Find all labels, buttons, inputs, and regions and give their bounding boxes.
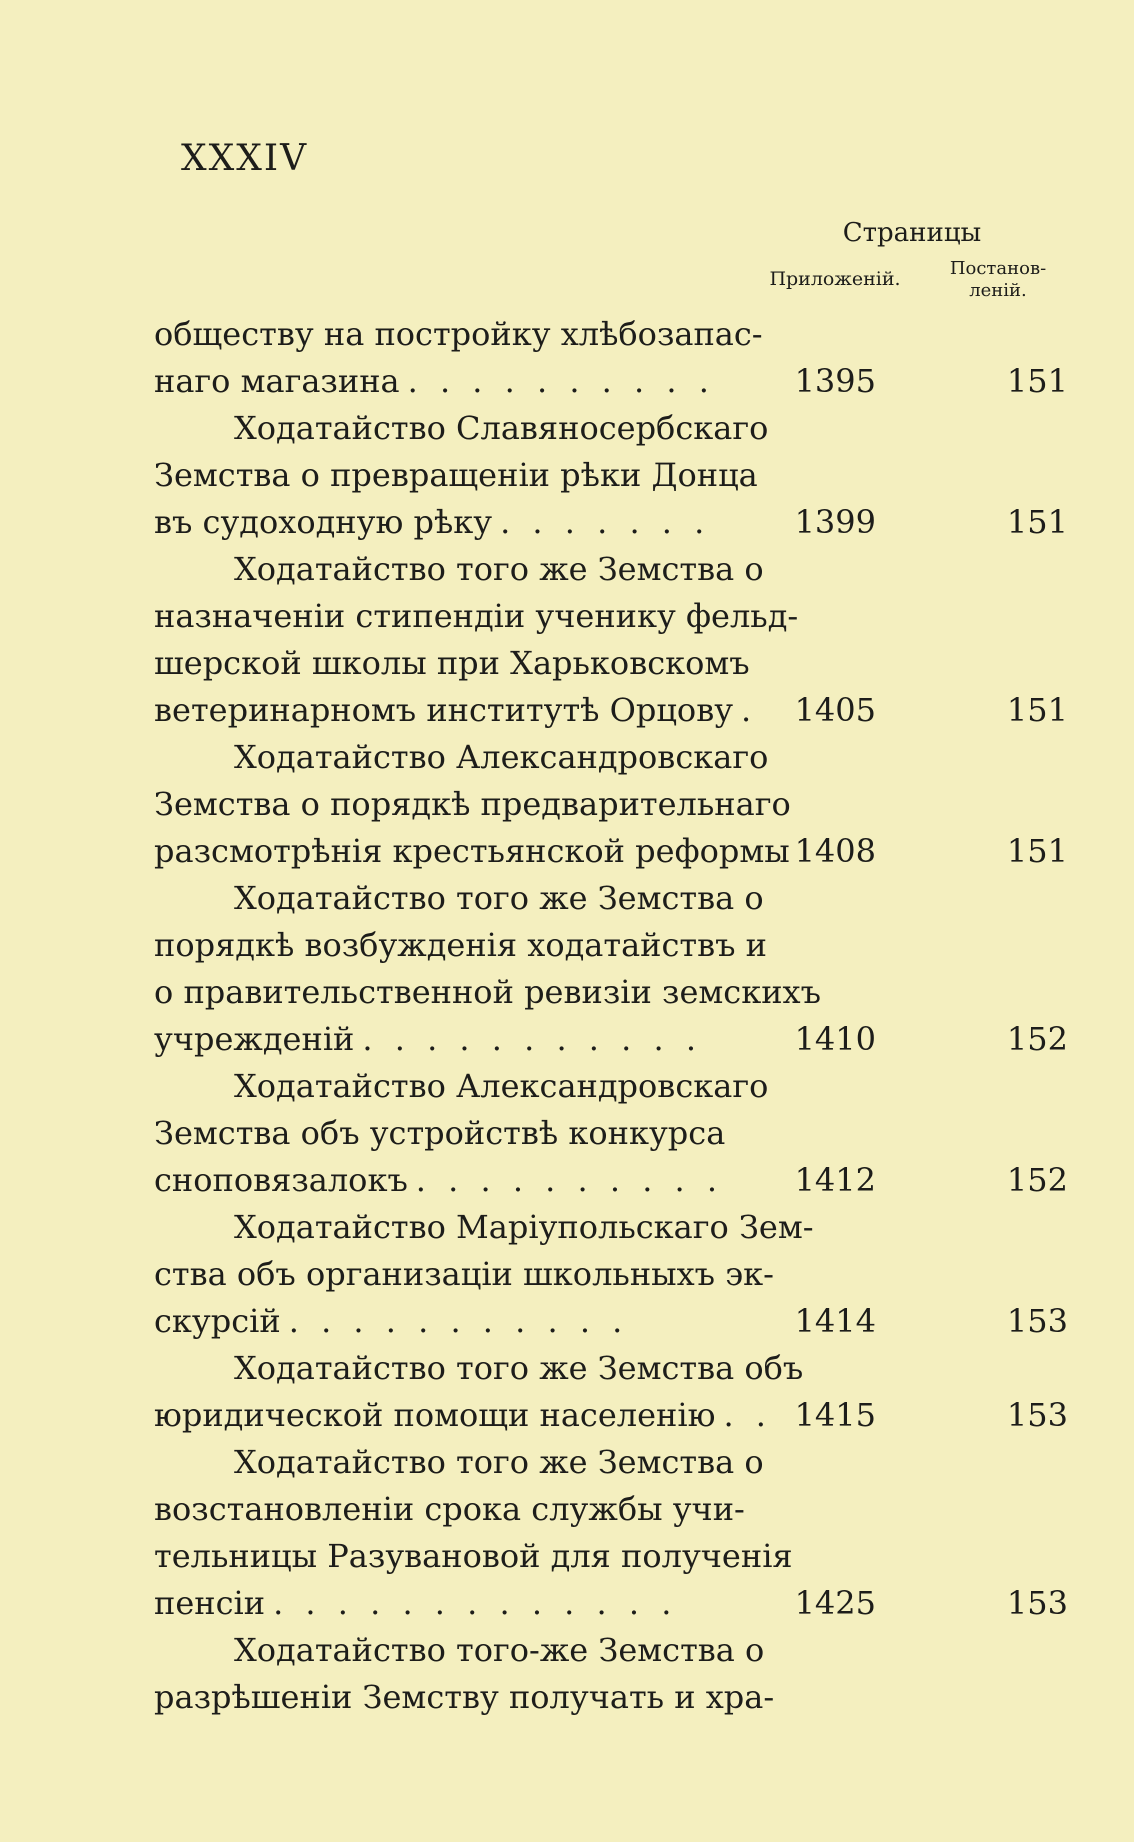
entry-line: [154, 547, 764, 591]
column-header-pages: Страницы: [842, 218, 982, 248]
dot-leader: .: [741, 691, 758, 729]
appendix-page-ref: 1399: [794, 503, 876, 541]
entry-line: [154, 1158, 764, 1202]
entry-text: юридической помощи населенію: [154, 1396, 716, 1434]
column-header-resolutions: [943, 258, 1053, 302]
entry-line: [154, 1440, 764, 1484]
appendix-page-ref: 1412: [794, 1161, 876, 1199]
entry-line: [154, 1628, 764, 1672]
entry-text: ства объ организаціи школьныхъ эк-: [154, 1255, 774, 1293]
entry-text: Ходатайство Александровскаго: [234, 1067, 769, 1105]
entry-text: порядкѣ возбужденія ходатайствъ и: [154, 926, 767, 964]
entry-line: [154, 1346, 804, 1390]
entry-text: Ходатайство Славяносербскаго: [234, 409, 769, 447]
entry-line: [154, 1205, 814, 1249]
entry-text: Земства о превращеніи рѣки Донца: [154, 456, 758, 494]
entry-text: возстановленіи срока службы учи-: [154, 1490, 745, 1528]
entry-text: Ходатайство того же Земства о: [234, 550, 764, 588]
entry-text: учрежденій: [154, 1020, 355, 1058]
dot-leader: . .: [723, 1396, 772, 1434]
appendix-page-ref: 1415: [794, 1396, 876, 1434]
entry-line: [154, 641, 764, 685]
appendix-page-ref: 1395: [794, 362, 876, 400]
column-header-appendices: Приложеній.: [769, 268, 901, 290]
dot-leader: . . . . . . . . . . .: [288, 1302, 629, 1340]
entry-line: [154, 1581, 764, 1625]
entry-text: Земства о порядкѣ предварительнаго: [154, 785, 791, 823]
entry-line: [154, 1487, 764, 1531]
entry-line: [154, 1252, 774, 1296]
entry-line: [154, 1111, 764, 1155]
entry-text: Земства объ устройствѣ конкурса: [154, 1114, 726, 1152]
entry-line: [154, 500, 764, 544]
resolution-page-ref: 153: [1006, 1302, 1068, 1340]
entry-line: [154, 1675, 775, 1719]
dot-leader: . . . . . . . . . . .: [362, 1020, 702, 1058]
appendix-page-ref: 1405: [794, 691, 876, 729]
entry-line: [154, 923, 767, 967]
entry-line: [154, 876, 764, 920]
entry-text: Ходатайство того же Земства о: [234, 1443, 764, 1481]
entry-text: разрѣшеніи Земству получать и хра-: [154, 1678, 775, 1716]
entry-text: Ходатайство Маріупольскаго Зем-: [234, 1208, 814, 1246]
resolution-page-ref: 151: [1006, 362, 1068, 400]
resolution-page-ref: 153: [1006, 1396, 1068, 1434]
entry-line: [154, 1064, 769, 1108]
entry-text: о правительственной ревизіи земскихъ: [154, 973, 821, 1011]
entry-text: тельницы Разувановой для полученія: [154, 1537, 793, 1575]
entry-line: [154, 1534, 793, 1578]
appendix-page-ref: 1408: [794, 832, 876, 870]
resolution-page-ref: 152: [1006, 1020, 1068, 1058]
resolution-page-ref: 153: [1006, 1584, 1068, 1622]
entry-text: Ходатайство того же Земства о: [234, 879, 764, 917]
entry-line: [154, 312, 764, 356]
column-header-resolutions-line1: Постанов-: [949, 258, 1047, 279]
entry-text: наго магазина: [154, 362, 400, 400]
entry-text: сноповязалокъ: [154, 1161, 408, 1199]
appendix-page-ref: 1414: [794, 1302, 876, 1340]
entry-text: шерской школы при Харьковскомъ: [154, 644, 750, 682]
dot-leader: . . . . . . .: [500, 503, 711, 541]
entry-line: [154, 970, 821, 1014]
entry-text: Ходатайство того же Земства объ: [234, 1349, 804, 1387]
resolution-page-ref: 151: [1006, 832, 1068, 870]
resolution-page-ref: 152: [1006, 1161, 1068, 1199]
entry-line: [154, 359, 764, 403]
dot-leader: . . . . . . . . . .: [415, 1161, 724, 1199]
entry-line: [154, 735, 769, 779]
resolution-page-ref: 151: [1006, 503, 1068, 541]
entry-text: Ходатайство Александровскаго: [234, 738, 769, 776]
entry-line: [154, 829, 790, 873]
appendix-page-ref: 1410: [794, 1020, 876, 1058]
dot-leader: . . . . . . . . . .: [407, 362, 715, 400]
page-number: XXXIV: [181, 138, 309, 179]
entry-text: скурсій: [154, 1302, 281, 1340]
entry-text: разсмотрѣнія крестьянской реформы: [154, 832, 790, 870]
entry-text: назначеніи стипендіи ученику фельд-: [154, 597, 799, 635]
entry-text: пенсіи: [154, 1584, 266, 1622]
resolution-page-ref: 151: [1006, 691, 1068, 729]
entry-line: [154, 453, 764, 497]
entry-text: обществу на постройку хлѣбозапас-: [154, 315, 763, 353]
entry-line: [154, 1017, 764, 1061]
entry-line: [154, 782, 791, 826]
entry-text: ветеринарномъ институтѣ Орцову: [154, 691, 734, 729]
entry-line: [154, 594, 799, 638]
entry-line: [154, 406, 769, 450]
entry-text: Ходатайство того-же Земства о: [234, 1631, 765, 1669]
dot-leader: . . . . . . . . . . . . .: [273, 1584, 678, 1622]
column-header-resolutions-line2: леній.: [969, 280, 1027, 301]
appendix-page-ref: 1425: [794, 1584, 876, 1622]
entry-line: [154, 1299, 764, 1343]
entry-line: [154, 1393, 772, 1437]
entry-line: [154, 688, 764, 732]
entry-text: въ судоходную рѣку: [154, 503, 493, 541]
